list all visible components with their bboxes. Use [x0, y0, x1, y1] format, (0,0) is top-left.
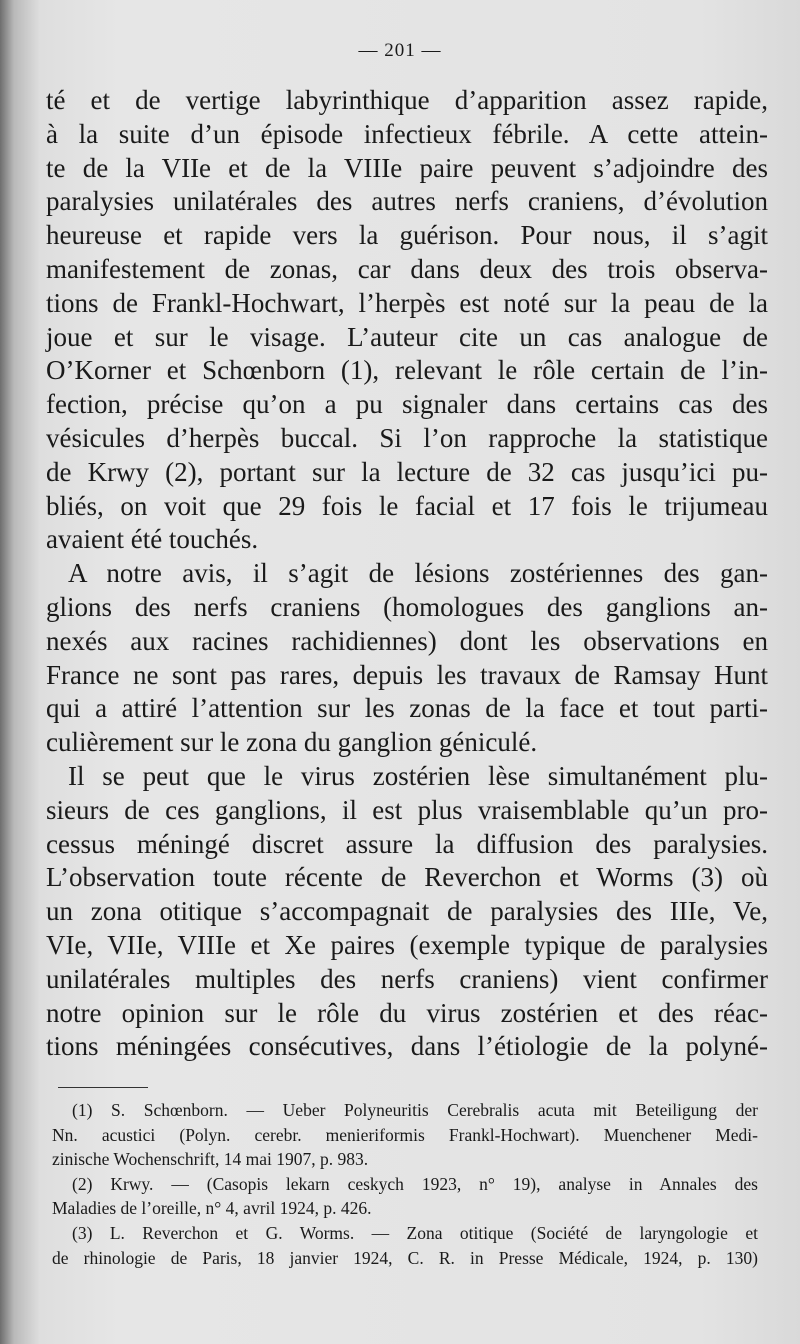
- text-line: paralysies unilatérales des autres nerfs craniens, d’évolution: [46, 186, 768, 217]
- footnote-2: [52, 1172, 758, 1221]
- text-line: A notre avis, il s’agit de lésions zostériennes des gan-: [68, 558, 768, 589]
- text-line: joue et sur le visage. L’auteur cite un cas analogue de: [46, 321, 768, 352]
- text-line: te de la VIIe et de la VIIIe paire peuvent s’adjoindre des: [46, 152, 768, 183]
- text-line: manifestement de zonas, car dans deux des trois observa-: [46, 253, 768, 284]
- footnote-3: [52, 1221, 758, 1270]
- footnote-1: [52, 1098, 758, 1172]
- text-line: de Krwy (2), portant sur la lecture de 32 cas jusqu’ici pu-: [46, 456, 768, 487]
- footnote-line: Maladies de l’oreille, n° 4, avril 1924, p. 426.: [52, 1198, 372, 1219]
- footnotes: [52, 1098, 758, 1270]
- text-line: nexés aux racines rachidiennes) dont les observations en: [46, 625, 768, 656]
- text-line: avaient été touchés.: [46, 524, 259, 555]
- footnote-line: zinische Wochenschrift, 14 mai 1907, p. 983.: [52, 1149, 369, 1170]
- text-line: qui a attiré l’attention sur les zonas de la face et tout parti-: [46, 693, 768, 724]
- text-line: tions méningées consécutives, dans l’étiologie de la polyné-: [46, 1031, 768, 1062]
- text-line: té et de vertige labyrinthique d’apparition assez rapide,: [46, 85, 768, 115]
- text-line: un zona otitique s’accompagnait de paralysies des IIIe, Ve,: [46, 896, 768, 927]
- paragraph-2: [46, 557, 768, 760]
- text-line: glions des nerfs craniens (homologues des ganglions an-: [46, 591, 768, 622]
- text-line: bliés, on voit que 29 fois le facial et 17 fois le trijumeau: [46, 490, 768, 521]
- text-line: tions de Frankl-Hochwart, l’herpès est noté sur la peau de la: [46, 287, 768, 318]
- footnote-separator: [58, 1087, 148, 1088]
- text-line: notre opinion sur le rôle du virus zostérien et des réac-: [46, 997, 768, 1028]
- text-line: Il se peut que le virus zostérien lèse simultanément plu-: [68, 760, 768, 791]
- footnote-line: (2) Krwy. — (Casopis lekarn ceskych 1923, n° 19), analyse in Annales des: [72, 1173, 758, 1194]
- page-number: — 201 —: [358, 40, 442, 61]
- footnote-line: (1) S. Schœnborn. — Ueber Polyneuritis Cerebralis acuta mit Beteiligung der: [72, 1100, 758, 1120]
- text-line: unilatérales multiples des nerfs craniens) vient confirmer: [46, 963, 768, 994]
- main-text: [46, 84, 768, 1064]
- text-line: O’Korner et Schœnborn (1), relevant le rôle certain de l’in-: [46, 355, 768, 386]
- footnote-line: de rhinologie de Paris, 18 janvier 1924, C. R. in Presse Médicale, 1924, p. 130): [52, 1247, 758, 1268]
- text-line: culièrement sur le zona du ganglion géniculé.: [46, 727, 538, 758]
- footnote-line: Nn. acustici (Polyn. cerebr. menieriformis Frankl-Hochwart). Muenchener Medi-: [52, 1124, 758, 1145]
- text-line: heureuse et rapide vers la guérison. Pour nous, il s’agit: [46, 220, 768, 251]
- text-line: L’observation toute récente de Reverchon et Worms (3) où: [46, 862, 768, 893]
- text-line: vésicules d’herpès buccal. Si l’on rapproche la statistique: [46, 422, 768, 453]
- text-line: VIe, VIIe, VIIIe et Xe paires (exemple typique de paralysies: [46, 929, 768, 960]
- text-line: fection, précise qu’on a pu signaler dans certains cas des: [46, 389, 768, 420]
- text-line: cessus méningé discret assure la diffusion des paralysies.: [46, 828, 768, 859]
- text-line: France ne sont pas rares, depuis les travaux de Ramsay Hunt: [46, 659, 768, 690]
- text-line: à la suite d’un épisode infectieux fébrile. A cette attein-: [46, 118, 768, 149]
- paragraph-1: [46, 84, 768, 557]
- paragraph-3: [46, 760, 768, 1064]
- text-line: sieurs de ces ganglions, il est plus vraisemblable qu’un pro-: [46, 794, 768, 825]
- footnote-line: (3) L. Reverchon et G. Worms. — Zona otitique (Société de laryngologie et: [72, 1222, 758, 1243]
